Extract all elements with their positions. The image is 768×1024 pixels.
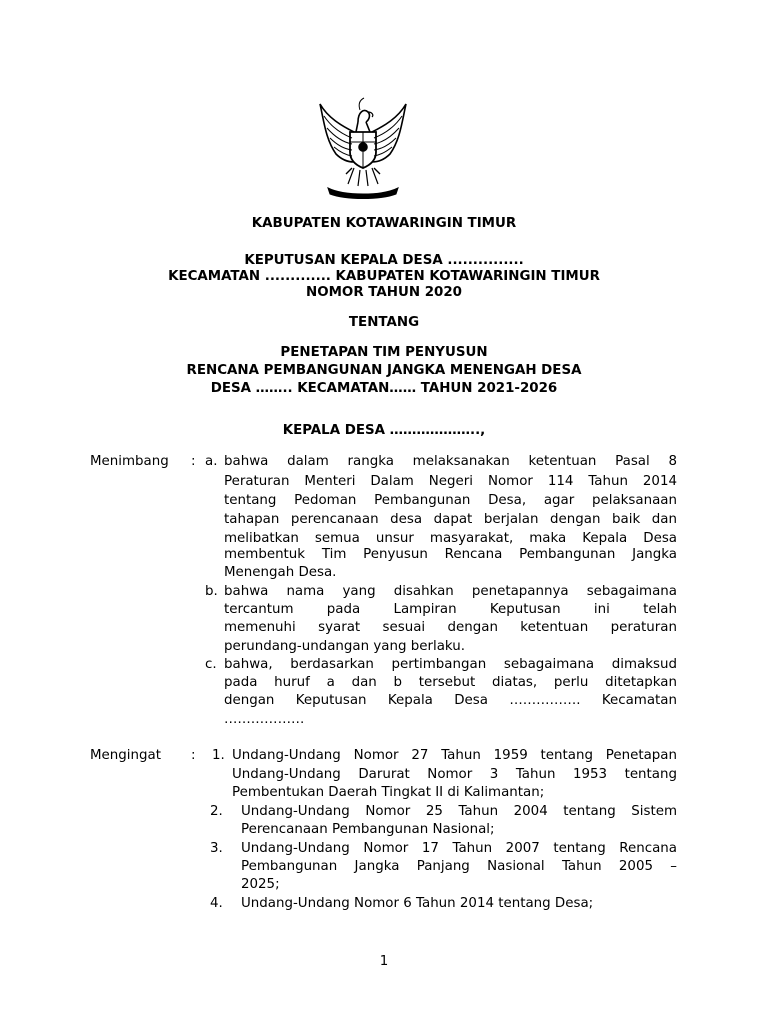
- item-line: Pembangunan Jangka Panjang Nasional Tahun 2005 –: [241, 859, 677, 874]
- item-line: Undang-Undang Nomor 25 Tahun 2004 tentang Sistem: [241, 804, 677, 819]
- item-number: 3.: [210, 841, 223, 856]
- item-line: Perencanaan Pembangunan Nasional;: [241, 822, 495, 837]
- menimbang-colon: :: [191, 454, 196, 469]
- subject-line-2: RENCANA PEMBANGUNAN JANGKA MENENGAH DESA: [186, 363, 582, 378]
- item-line: Undang-Undang Nomor 6 Tahun 2014 tentang Desa;: [241, 896, 594, 911]
- item-number: 2.: [210, 804, 223, 819]
- item-line: Undang-Undang Nomor 27 Tahun 1959 tentang Penetapan: [232, 748, 677, 763]
- item-line: dengan Keputusan Kepala Desa ……………. Kecamatan: [224, 693, 677, 708]
- decree-number: NOMOR TAHUN 2020: [306, 285, 462, 300]
- item-line: Undang-Undang Darurat Nomor 3 Tahun 1953 tentang: [232, 767, 677, 782]
- village-head-title: KEPALA DESA ………………..,: [282, 423, 486, 438]
- item-line: 2025;: [241, 877, 280, 892]
- regency-title: KABUPATEN KOTAWARINGIN TIMUR: [251, 216, 517, 231]
- item-line: Undang-Undang Nomor 17 Tahun 2007 tentang Rencana: [241, 841, 677, 856]
- item-line: pada huruf a dan b tersebut diatas, perlu ditetapkan: [224, 675, 677, 690]
- mengingat-label: Mengingat: [90, 748, 161, 763]
- item-line: bahwa nama yang disahkan penetapannya sebagaimana: [224, 584, 677, 599]
- item-line: tahapan perencanaan desa dapat berjalan dengan baik dan: [224, 512, 677, 527]
- item-line: tentang Pedoman Pembangunan Desa, agar pelaksanaan: [224, 493, 677, 508]
- item-number: 1.: [212, 748, 225, 763]
- page-number: 1: [379, 954, 389, 969]
- item-line: membentuk Tim Penyusun Rencana Pembangunan Jangka: [224, 547, 677, 562]
- item-line: Peraturan Menteri Dalam Negeri Nomor 114 Tahun 2014: [224, 474, 677, 489]
- item-line: memenuhi syarat sesuai dengan ketentuan peraturan: [224, 620, 677, 635]
- about-heading: TENTANG: [348, 315, 420, 330]
- menimbang-label: Menimbang: [90, 454, 169, 469]
- decree-district: KECAMATAN ............. KABUPATEN KOTAWARINGIN TIMUR: [168, 269, 600, 284]
- garuda-emblem-icon: [314, 92, 412, 200]
- item-line: melibatkan semua unsur masyarakat, maka Kepala Desa: [224, 531, 677, 546]
- item-letter: b.: [205, 584, 218, 599]
- item-line: Pembentukan Daerah Tingkat II di Kalimantan;: [232, 785, 545, 800]
- item-line: Menengah Desa.: [224, 565, 337, 580]
- decree-title: KEPUTUSAN KEPALA DESA ...............: [244, 253, 524, 268]
- item-letter: a.: [205, 454, 218, 469]
- item-line: perundang-undangan yang berlaku.: [224, 639, 465, 654]
- item-number: 4.: [210, 896, 223, 911]
- item-letter: c.: [205, 657, 217, 672]
- item-line: tercantum pada Lampiran Keputusan ini telah: [224, 602, 677, 617]
- item-line: bahwa, berdasarkan pertimbangan sebagaimana dimaksud: [224, 657, 677, 672]
- item-line: bahwa dalam rangka melaksanakan ketentuan Pasal 8: [224, 454, 677, 469]
- subject-line-3: DESA …….. KECAMATAN…… TAHUN 2021-2026: [210, 381, 558, 396]
- mengingat-colon: :: [191, 748, 196, 763]
- subject-line-1: PENETAPAN TIM PENYUSUN: [280, 345, 488, 360]
- item-line: ………………: [224, 712, 305, 727]
